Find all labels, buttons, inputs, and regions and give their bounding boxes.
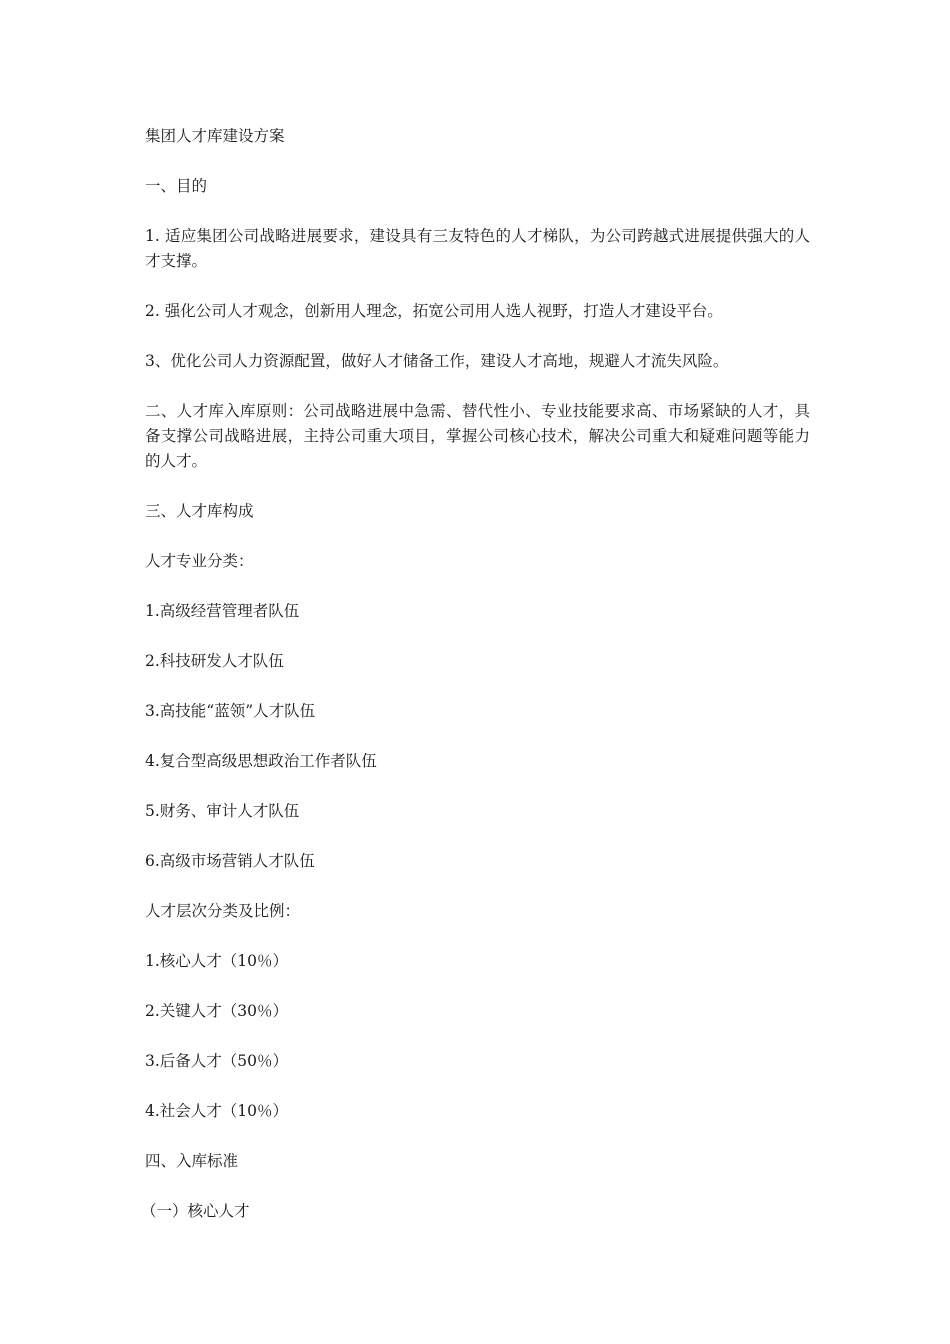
standards-subheading-core: （一）核心人才	[141, 1202, 250, 1220]
level-item-4: 4.社会人才（10％）	[145, 1102, 289, 1120]
specialty-item-3: 3.高技能“蓝领”人才队伍	[145, 702, 316, 720]
specialty-item-2: 2.科技研发人才队伍	[145, 652, 284, 670]
level-heading: 人才层次分类及比例：	[145, 902, 301, 920]
document-title: 集团人才库建设方案	[145, 127, 285, 145]
section-admission-principle: 二、人才库入库原则：公司战略进展中急需、替代性小、专业技能要求高、市场紧缺的人才，具备支撑公司战略进展，主持公司重大项目，掌握公司核心技术，解决公司重大和疑难问题等能力的人才。	[145, 402, 810, 470]
purpose-item-3: 3、优化公司人力资源配置，做好人才储备工作，建设人才高地，规避人才流失风险。	[145, 352, 729, 370]
level-item-3: 3.后备人才（50％）	[145, 1052, 289, 1070]
level-item-1: 1.核心人才（10％）	[145, 952, 289, 970]
specialty-item-4: 4.复合型高级思想政治工作者队伍	[145, 752, 377, 770]
specialty-item-1: 1.高级经营管理者队伍	[145, 602, 300, 620]
specialty-item-5: 5.财务、审计人才队伍	[145, 802, 300, 820]
purpose-item-1: 1. 适应集团公司战略进展要求，建设具有三友特色的人才梯队，为公司跨越式进展提供强大的人才支撑。	[145, 227, 810, 270]
document-body	[141, 124, 810, 1249]
purpose-item-2: 2. 强化公司人才观念，创新用人理念，拓宽公司用人选人视野，打造人才建设平台。	[145, 302, 723, 320]
section-heading-standards: 四、入库标准	[145, 1152, 239, 1170]
specialty-heading: 人才专业分类：	[145, 552, 254, 570]
specialty-item-6: 6.高级市场营销人才队伍	[145, 852, 315, 870]
section-heading-purpose: 一、目的	[145, 177, 208, 195]
level-item-2: 2.关键人才（30％）	[145, 1002, 289, 1020]
section-heading-composition: 三、人才库构成	[145, 502, 254, 520]
